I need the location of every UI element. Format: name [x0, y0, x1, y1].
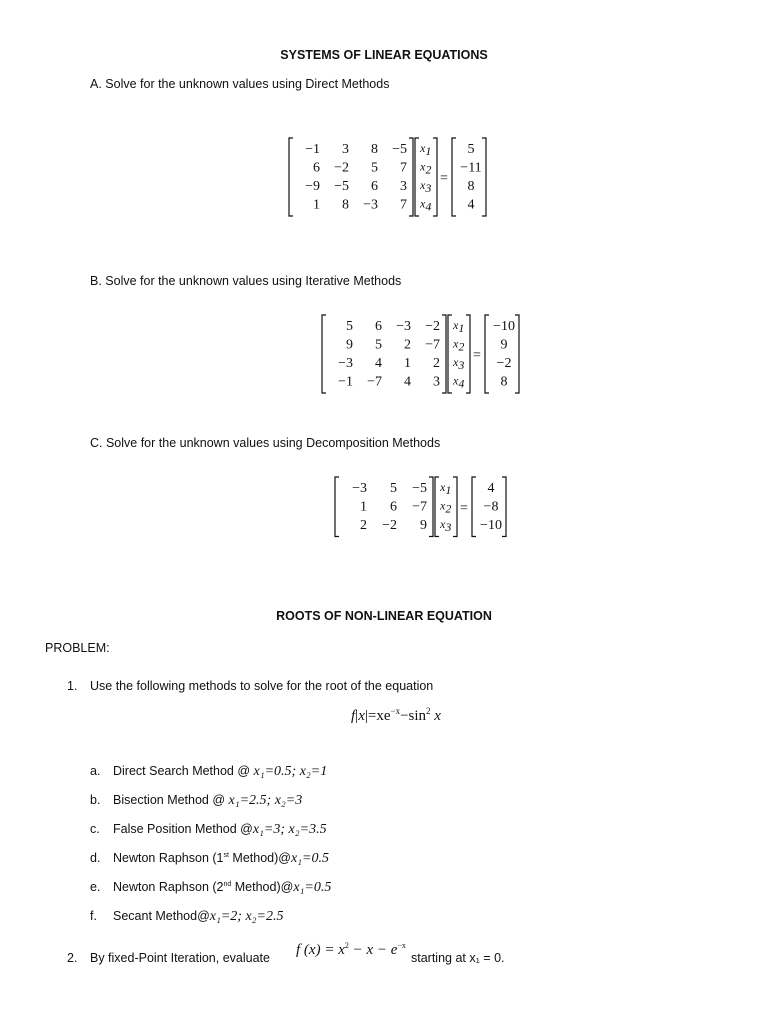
method-condition: x₁=0.5 — [293, 880, 332, 895]
method-condition: x₁=0.5; x₂=1 — [253, 764, 328, 779]
method-item — [90, 764, 327, 780]
eq1-end: x — [434, 708, 441, 724]
question-1-text: Use the following methods to solve for the root of the equation — [90, 679, 434, 693]
matrix-entry: 6 — [371, 179, 378, 194]
section-b-heading: B. Solve for the unknown values using Iterative Methods — [90, 274, 402, 288]
method-name-rest: Method)@ — [228, 851, 291, 865]
method-name: Bisection Method @ — [113, 793, 229, 807]
method-item — [90, 851, 329, 867]
method-condition: x₁=3; x₂=3.5 — [252, 822, 327, 837]
matrix-entry: 5 — [375, 337, 382, 353]
matrix-entry: −2 — [425, 319, 440, 334]
eq1-minus-sin: −sin — [400, 708, 427, 724]
method-condition: x₁=0.5 — [290, 851, 329, 866]
unknown-vector-right-bracket — [433, 138, 437, 216]
method-letter: d. — [90, 851, 101, 865]
matrix-entry: −3 — [352, 481, 367, 496]
constant-vector-right-bracket — [515, 315, 519, 393]
matrix-entry: 7 — [400, 160, 407, 176]
matrix-entry: 1 — [404, 356, 411, 371]
matrix-entry: −5 — [334, 179, 349, 194]
method-item — [90, 880, 331, 896]
coefficient-matrix-left-bracket — [335, 477, 339, 537]
eq2-exp: −x — [397, 941, 406, 950]
matrix-entry: −3 — [396, 319, 411, 334]
method-item — [90, 909, 284, 925]
matrix-entry: 1 — [313, 197, 320, 213]
unknown-vector-left-bracket — [435, 477, 439, 537]
matrix-entry: −3 — [363, 197, 378, 213]
matrix-entry: 2 — [433, 356, 440, 371]
unknown-variable: x3 — [420, 178, 432, 195]
unknown-variable: x2 — [440, 498, 452, 516]
matrix-entry: 6 — [390, 499, 397, 515]
matrix-entry: −1 — [338, 374, 353, 390]
coefficient-matrix-right-bracket — [429, 477, 433, 537]
matrix-entry: 6 — [313, 160, 320, 176]
constant-entry: 9 — [500, 337, 508, 353]
constant-entry: −10 — [493, 319, 515, 334]
coefficient-matrix-left-bracket — [322, 315, 326, 393]
unknown-variable: x2 — [453, 336, 465, 354]
constant-vector-left-bracket — [452, 138, 456, 216]
section-title-nonlinear: ROOTS OF NON-LINEAR EQUATION — [276, 609, 492, 623]
problem-label: PROBLEM: — [45, 641, 110, 655]
method-condition: x₁=2; x₂=2.5 — [209, 909, 284, 924]
constant-vector-right-bracket — [482, 138, 486, 216]
method-condition: x₁=2.5; x₂=3 — [228, 793, 303, 808]
method-letter: f. — [90, 909, 97, 923]
constant-entry: −10 — [480, 518, 502, 533]
matrix-entry: −2 — [382, 518, 397, 533]
matrix-entry: 3 — [342, 142, 349, 157]
matrix-system-b — [320, 313, 520, 397]
unknown-variable: x1 — [420, 141, 432, 158]
equation-2 — [296, 941, 406, 959]
section-title-linear: SYSTEMS OF LINEAR EQUATIONS — [280, 48, 488, 62]
method-item — [90, 793, 302, 809]
matrix-entry: −2 — [334, 160, 349, 176]
method-name: Secant Method@ — [113, 909, 210, 923]
matrix-entry: −5 — [392, 142, 407, 157]
constant-vector-left-bracket — [472, 477, 476, 537]
constant-entry: −2 — [496, 356, 512, 371]
method-name-rest: Method)@ — [231, 880, 294, 894]
matrix-entry: 9 — [346, 337, 353, 353]
matrix-entry: 6 — [375, 319, 382, 334]
method-letter: a. — [90, 764, 101, 778]
matrix-entry: 5 — [390, 481, 397, 496]
matrix-entry: −5 — [412, 481, 427, 496]
eq1-exp: −x — [390, 706, 401, 716]
eq1-sq: 2 — [426, 706, 431, 716]
matrix-entry: −1 — [305, 142, 320, 157]
unknown-vector-left-bracket — [448, 315, 452, 393]
matrix-entry: 9 — [420, 518, 427, 533]
matrix-entry: −9 — [305, 179, 320, 194]
matrix-entry: 8 — [342, 197, 349, 213]
question-2-text-pre: By fixed-Point Iteration, evaluate — [90, 951, 270, 965]
eq1-f: f — [351, 708, 356, 724]
matrix-entry: 7 — [400, 197, 407, 213]
section-a-heading: A. Solve for the unknown values using Direct Methods — [90, 77, 390, 91]
question-2-text-post: starting at x₁ = 0. — [411, 951, 505, 965]
eq2-lhs: f (x) = x — [296, 942, 345, 958]
matrix-entry: 5 — [346, 319, 353, 334]
matrix-entry: 3 — [433, 374, 440, 390]
unknown-variable: x4 — [453, 373, 465, 391]
matrix-entry: 4 — [404, 374, 411, 390]
question-1-number: 1. — [67, 679, 78, 693]
section-c-heading: C. Solve for the unknown values using Decomposition Methods — [90, 436, 441, 450]
matrix-entry: 3 — [400, 179, 407, 194]
matrix-entry: −7 — [425, 337, 440, 353]
equals-sign: = — [473, 348, 481, 363]
question-2-number: 2. — [67, 951, 78, 965]
method-ordinal-suffix: nd — [223, 880, 232, 888]
matrix-entry: −7 — [412, 499, 427, 515]
unknown-variable: x3 — [440, 517, 452, 534]
method-item — [90, 822, 327, 838]
matrix-entry: 5 — [371, 160, 378, 176]
method-letter: c. — [90, 822, 100, 836]
coefficient-matrix-right-bracket — [409, 138, 413, 216]
matrix-entry: −3 — [338, 356, 353, 371]
equation-1: $f|x|=xe^{-x}-\sin^2$ x — [351, 706, 441, 724]
unknown-variable: x1 — [440, 480, 452, 497]
eq1-x: x — [358, 708, 365, 724]
matrix-entry: 2 — [404, 337, 411, 353]
constant-vector-left-bracket — [485, 315, 489, 393]
constant-entry: 4 — [487, 481, 495, 496]
method-name: False Position Method @ — [113, 822, 253, 836]
equals-sign: = — [460, 500, 468, 516]
coefficient-matrix-left-bracket — [289, 138, 293, 216]
constant-entry: −11 — [460, 160, 482, 176]
method-letter: b. — [90, 793, 101, 807]
unknown-variable: x3 — [453, 355, 465, 372]
constant-vector-right-bracket — [502, 477, 506, 537]
matrix-system-a — [287, 136, 487, 220]
matrix-entry: 2 — [360, 518, 367, 533]
matrix-entry: 4 — [375, 356, 382, 371]
unknown-vector-left-bracket — [415, 138, 419, 216]
unknown-vector-right-bracket — [466, 315, 470, 393]
equals-sign: = — [440, 171, 448, 186]
unknown-variable: x1 — [453, 318, 465, 335]
method-ordinal-suffix: st — [223, 851, 229, 859]
method-letter: e. — [90, 880, 101, 894]
eq2-sq: 2 — [344, 941, 349, 950]
matrix-entry: 1 — [360, 499, 367, 515]
constant-entry: −8 — [483, 499, 499, 515]
coefficient-matrix-right-bracket — [442, 315, 446, 393]
matrix-entry: −7 — [367, 374, 382, 390]
method-name: Direct Search Method @ — [113, 764, 254, 778]
unknown-vector-right-bracket — [453, 477, 457, 537]
constant-entry: 8 — [467, 179, 475, 194]
eq1-rest: =xe — [367, 708, 391, 724]
constant-entry: 5 — [467, 142, 475, 157]
constant-entry: 8 — [500, 374, 508, 390]
method-name: Newton Raphson (1 — [113, 851, 224, 865]
matrix-system-c — [333, 475, 513, 537]
eq2-mid: − x − e — [348, 942, 398, 958]
constant-entry: 4 — [467, 197, 475, 213]
unknown-variable: x2 — [420, 159, 432, 177]
matrix-entry: 8 — [371, 142, 378, 157]
method-name: Newton Raphson (2 — [113, 880, 224, 894]
unknown-variable: x4 — [420, 196, 432, 214]
